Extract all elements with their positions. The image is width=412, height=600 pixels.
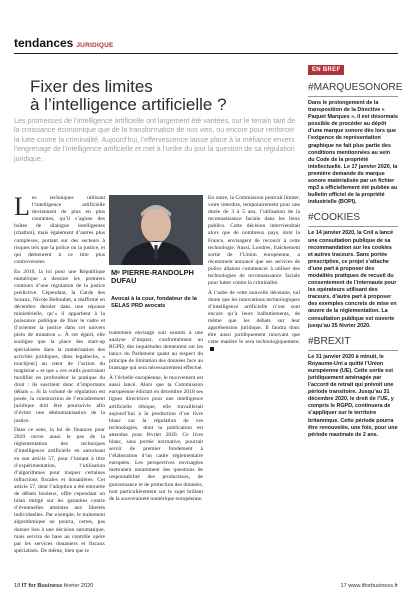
paragraph: En 2016, la loi pour une République numérique a dessiné les premiers contours d’une régulation de la justice prédictive. Cependant, la Garde des Sceaux, Nicole Belloubet, a réaffirmé en décembre dernier dans une réponse ministérielle, qu’« il appartient à la puissance publique de fixer le cadre et d’orienter la justice dans cet univers plein de mutation ». À cet égard, elle souligne que la place des start-up spécialisées dans la numérisation des activités juridiques, dites legaltechs, « touch[ent] au cœur de l’action du magistrat » et que « ces outils pourraient modifier en profondeur la pratique du droit : ils suscitent donc d’importants débats ». Si la volonté de régulation est posée, la construction de l’encadrement juridique doit être poursuivie afin d’éviter une déshumanisation de la justice. [14,268,105,424]
article-standfirst: Les promesses de l’intelligence artificielle ont largement été vantées, sur le terrain tant de la croissance économique que de la transformation de nos vies, ou encore pour renforcer la lutte contre la criminalité. Aujourd’hui, l’effervescence laisse place à la méfiance envers l’engrenage de l’intelligence artificielle et met à l’ordre du jour la question de sa régulation juridique. [14,117,296,163]
rubric-divider [14,53,398,54]
author-photo-illustration [109,195,203,265]
brief-divider [308,96,398,97]
rubric-sub: JURIDIQUE [76,42,114,49]
brief-hashtag: #BREXIT [308,335,351,347]
paragraph: À l’aube de cette nouvelle décennie, nul doute que les innovations technologiques d’intelligence artificielle n’ont sont encore qu’à leurs balbutiements, de même que les débats sur leur appréhension juridique. Il faudra donc être aussi juridiquement innovant que cette matière le sera technologiquement. [208,290,300,354]
headline-line-2: à l’intelligence artificielle ? [30,95,227,114]
website: www.itforbusiness.fr [348,583,398,589]
paragraph: Les techniques utilisant l’intelligence artificielle deviennent de plus en plus courantes, qu’il s’agisse des boîtes de dialogue intelligentes (chatbot), mais également d’autres plus complexes, portant sur des secteurs à risques tels que la police ou la justice, et qui demeurent à ce titre plus controversées. [14,192,105,265]
paragraph: En outre, la Commission pourrait limiter, voire interdire, temporairement pour une durée de 3 à 5 ans, l’utilisation de la reconnaissance faciale dans les lieux publics. Cette décision interviendrait alors que de nombreux pays, dont la France, envisagent de recourir à cette technologie. Aussi, Londres, fraîchement sortie de l’Union européenne, a récemment annoncé que ses services de police allaient commencer à utiliser des technologies de reconnaissance faciale pour lutter contre la criminalité. [208,195,300,287]
rubric-main: tendances [14,36,74,50]
page-number: 18 [14,583,21,589]
article-column-2 [109,330,203,505]
footer-left [14,583,93,589]
paragraph: À l’échelle européenne, le mouvement est aussi lancé. Alors que la Commission européenne édictait en décembre 2018 ses lignes directrices pour une intelligence artificielle éthique, elle travaillerait aujourd’hui à la production d’un livre blanc sur la régulation de ces technologies, dont la publication est attendue pour février 2020. Ce livre blanc, sans portée normative, pourrait servir de premier fondement à l’élaboration d’un cadre réglementaire européen. Les perspectives envisagées mettraient notamment des questions de responsabilité des producteurs, de gouvernance et de protection des données, tout particulièrement sur le sujet brûlant de la souveraineté numérique européenne. [109,375,203,502]
author-photo [109,195,203,265]
issue-date: février 2020 [63,583,94,589]
drop-cap: L [14,192,30,221]
brief-item [308,212,398,329]
end-of-article-mark [210,347,214,351]
author-role: Avocat à la cour, fondateur de la SELAS PRD avocats [111,296,197,309]
headline-line-1: Fixer des limites [30,77,153,96]
news-brief-sidebar [308,58,403,439]
brief-divider [308,350,398,351]
brief-item [308,336,398,439]
brief-hashtag: #MARQUESONORE [308,82,403,93]
page-number-right: 17 [340,583,347,589]
paragraph: traitement envisagé soit soumis à une analyse d’impact, conformément au RGPD, des inquiétudes demeurent sur les bancs du Parlement quant au respect du principe de limitation des données face au brassage qui sera nécessairement effectué. [109,330,203,372]
brief-divider [308,226,398,227]
brief-item [308,82,403,206]
page-footer [14,583,398,589]
article-headline [30,78,290,114]
magazine-name: IT for Business [21,583,63,589]
brief-hashtag: #COOKIES [308,212,361,224]
article-column-1 [14,192,105,557]
section-rubric [14,36,114,50]
brief-text: Le 14 janvier 2020, la Cnil a lancé une consultation publique de sa recommandation sur les cookies et autres traceurs. Sans portée prescriptive, ce projet s’attache d’une part à proposer des modalités pratiques de recueil du consentement de l’internaute pour les opérateurs utilisant des traceurs, d’autre part à proposer des exemples concrets de mise en œuvre de la réglementation. La consultation publique est ouverte jusqu’au 25 février 2020. [308,230,397,329]
author-portrait-block [109,195,203,325]
brief-text: Le 31 janvier 2020 à minuit, le Royaume-Uni a quitté l’Union européenne (UE). Cette sortie est juridiquement aménagée par l’accord de retrait qui prévoit une période transitoire. Jusqu’au 31 décembre 2020, le droit de l’UE, y compris le RGPD, continuera de s’appliquer sur le territoire britannique. Cette période pourra être renouvelée, une fois, pour une période maximale de 2 ans. [308,353,398,438]
footer-right [340,583,398,589]
sidebar-label: EN BREF [308,65,344,75]
article-column-3 [208,195,300,356]
brief-text: Dans le prolongement de la transposition de la Directive « Paquet Marques », il est désormais possible de procéder au dépôt d’une marque sonore dès lors que l’exigence de représentation graphique ne fait plus partie des conditions mentionnées au sein du Code de la propriété intellectuelle. Le 17 janvier 2020, la première demande de marque sonore matérialisée par un fichier mp3 a officiellement été publiée au bulletin officiel de la propriété industrielle (BOPI). [308,100,398,206]
author-name: Mᵉ PIERRE-RANDOLPH DUFAU [111,268,194,286]
paragraph: Dans ce sens, la loi de finances pour 2020 ouvre aussi le pas de la réglementation des techniques d’intelligence artificielle en autorisant en son article 57, pour l’instant à titre d’expérimentation, l’utilisation d’algorithmes pour traquer certaines infractions fiscales et douanières. Cet article 57, dont l’adoption a été entourée de débats houleux, offre cependant un bilan mitigé sur les garanties contre d’éventuelles atteintes aux libertés individuelles. Par exemple, le traitement algorithmique ne pourra, certes, pas donner lieu à une décision automatique, mais servira de base au contrôle opéré par les services douaniers et fiscaux spécialisés. De même, bien que le [14,427,105,554]
